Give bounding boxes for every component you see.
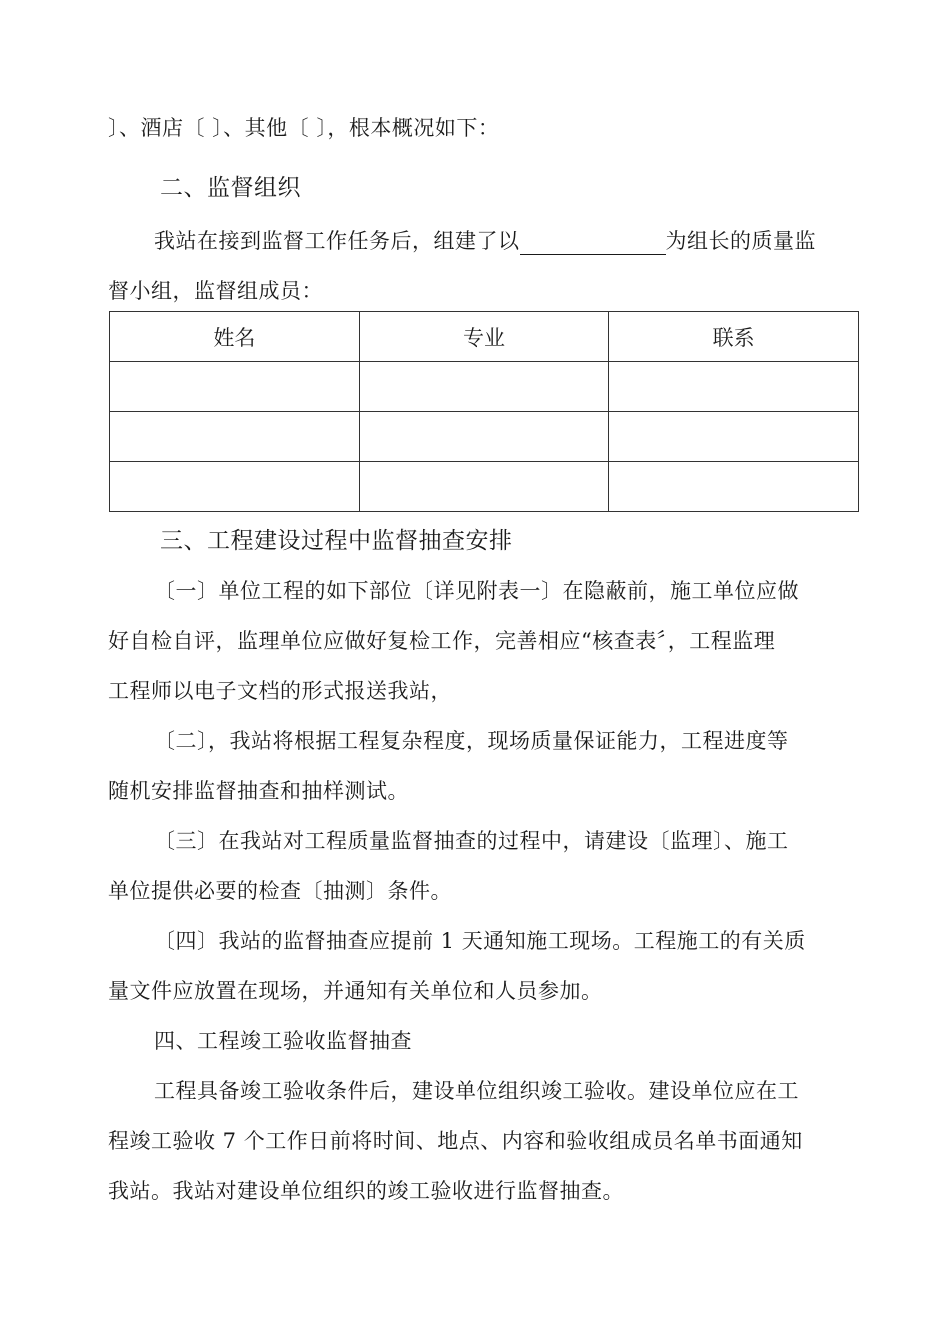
table-row [110,412,859,462]
section3-item1-line1: 〔一〕单位工程的如下部位〔详见附表一〕在隐蔽前，施工单位应做 [154,579,799,603]
table-cell [609,462,859,512]
section3-item4-line1: 〔四〕我站的监督抽查应提前 1 天通知施工现场。工程施工的有关质 [154,929,806,953]
leader-name-blank [520,232,666,255]
table-cell [359,362,609,412]
section3-item3-line2: 单位提供必要的检查〔抽测〕条件。 [108,879,452,903]
section2-para-line2: 督小组，监督组成员： [108,279,323,303]
section4-para-line2: 程竣工验收 7 个工作日前将时间、地点、内容和验收组成员名单书面通知 [108,1129,803,1153]
table-cell [110,412,360,462]
table-cell [359,412,609,462]
header-specialty: 专业 [359,312,609,362]
members-table [109,311,859,512]
section4-heading: 四、工程竣工验收监督抽查 [154,1029,412,1053]
section4-para-line3: 我站。我站对建设单位组织的竣工验收进行监督抽查。 [108,1179,624,1203]
section2-text-b: 为组长的质量监 [665,229,816,253]
section3-item4-line2: 量文件应放置在现场，并通知有关单位和人员参加。 [108,979,603,1003]
table-cell [110,462,360,512]
section2-heading: 二、监督组织 [160,175,301,201]
table-cell [359,462,609,512]
section3-item2-line2: 随机安排监督抽查和抽样测试。 [108,779,409,803]
table-cell [609,362,859,412]
section3-item1-line2: 好自检自评，监理单位应做好复检工作，完善相应“核查表〞，工程监理 [108,629,776,653]
table-header-row [110,312,859,362]
section3-heading: 三、工程建设过程中监督抽查安排 [160,528,513,554]
header-name: 姓名 [110,312,360,362]
table-row [110,362,859,412]
table-cell [110,362,360,412]
section3-item1-line3: 工程师以电子文档的形式报送我站， [108,679,452,703]
section2-text-a: 我站在接到监督工作任务后，组建了以 [154,229,520,253]
section2-para-line1 [154,227,894,255]
section4-para-line1: 工程具备竣工验收条件后，建设单位组织竣工验收。建设单位应在工 [154,1079,799,1103]
section3-item3-line1: 〔三〕在我站对工程质量监督抽查的过程中，请建设〔监理〕、施工 [154,829,789,853]
intro-line: 〕、酒店〔 〕、其他〔 〕，根本概况如下： [108,116,500,140]
table-row [110,462,859,512]
header-contact: 联系 [609,312,859,362]
table-cell [609,412,859,462]
section3-item2-line1: 〔二〕，我站将根据工程复杂程度，现场质量保证能力，工程进度等 [154,729,789,753]
